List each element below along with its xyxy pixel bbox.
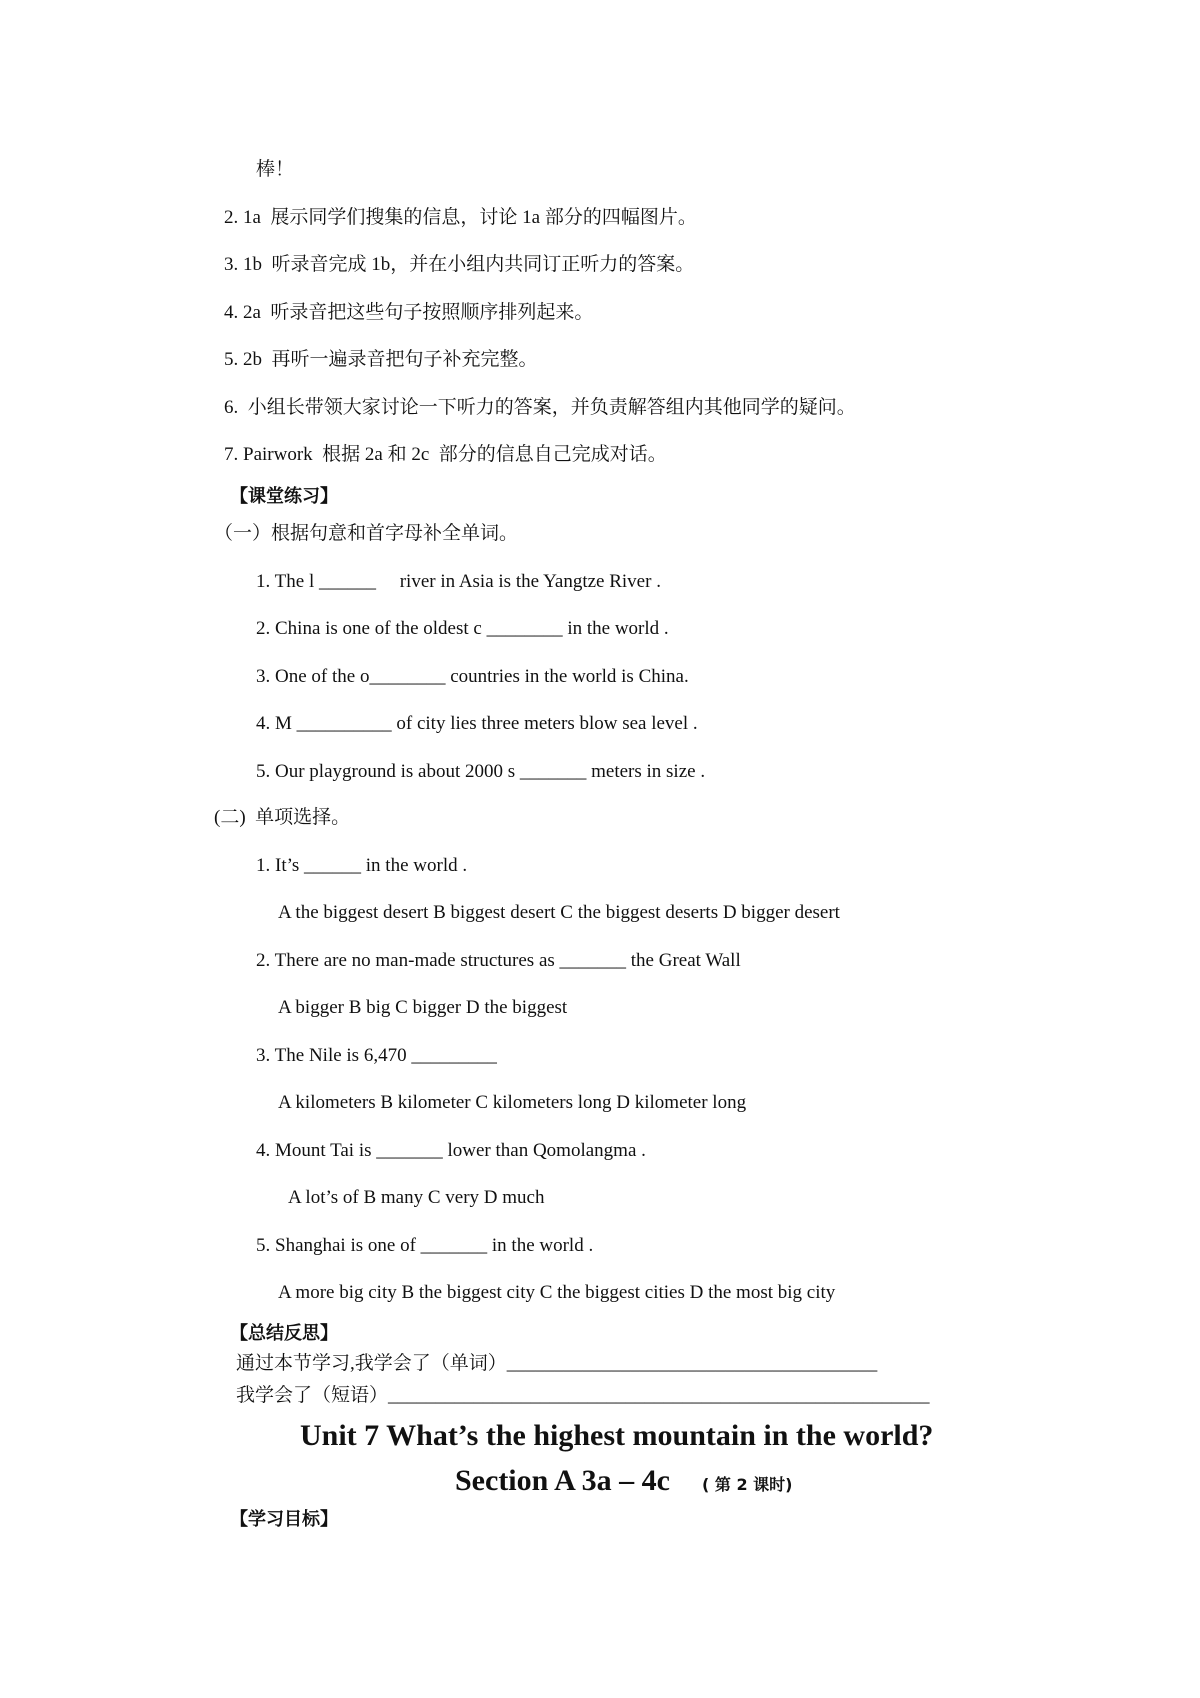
section-name: Section A 3a – 4c — [455, 1464, 670, 1497]
part1-question-2: 2. China is one of the oldest c ________ in the world . — [256, 618, 669, 639]
step-5: 5. 2b 再听一遍录音把句子补充完整。 — [224, 349, 538, 370]
summary-words-line: 通过本节学习,我学会了（单词）_______________________________________ — [236, 1353, 878, 1374]
part1-question-3: 3. One of the o________ countries in the world is China. — [256, 666, 689, 687]
part2-options-3: A kilometers B kilometer C kilometers long D kilometer long — [278, 1092, 747, 1113]
part2-question-5: 5. Shanghai is one of _______ in the world . — [256, 1235, 594, 1256]
step-2: 2. 1a 展示同学们搜集的信息，讨论 1a 部分的四幅图片。 — [224, 207, 697, 228]
part2-question-2: 2. There are no man-made structures as _______ the Great Wall — [256, 950, 741, 971]
summary-heading: 【总结反思】 — [230, 1323, 338, 1344]
part2-question-3: 3. The Nile is 6,470 _________ — [256, 1045, 497, 1066]
part1-heading: （一）根据句意和首字母补全单词。 — [214, 523, 519, 544]
part1-question-1: 1. The l ______ river in Asia is the Yangtze River . — [256, 571, 661, 592]
part1-question-4: 4. M __________ of city lies three meters blow sea level . — [256, 713, 698, 734]
summary-phrases-line: 我学会了（短语）_________________________________________________________ — [236, 1385, 930, 1406]
part2-question-4: 4. Mount Tai is _______ lower than Qomolangma . — [256, 1140, 646, 1161]
part2-question-1: 1. It’s ______ in the world . — [256, 855, 468, 876]
step-continuation: 棒！ — [256, 159, 295, 180]
step-4: 4. 2a 听录音把这些句子按照顺序排列起来。 — [224, 302, 594, 323]
objectives-heading: 【学习目标】 — [230, 1509, 338, 1530]
unit-title: Unit 7 What’s the highest mountain in the world? — [300, 1419, 934, 1452]
step-7: 7. Pairwork 根据 2a 和 2c 部分的信息自己完成对话。 — [224, 444, 667, 465]
part2-options-5: A more big city B the biggest city C the biggest cities D the most big city — [278, 1282, 836, 1303]
part2-options-4: A lot’s of B many C very D much — [288, 1187, 545, 1208]
part2-options-1: A the biggest desert B biggest desert C the biggest deserts D bigger desert — [278, 902, 840, 923]
period-label: ( 第 2 课时) — [702, 1475, 793, 1494]
step-3: 3. 1b 听录音完成 1b，并在小组内共同订正听力的答案。 — [224, 254, 695, 275]
part1-question-5: 5. Our playground is about 2000 s _______ meters in size . — [256, 761, 706, 782]
practice-heading: 【课堂练习】 — [230, 486, 338, 507]
part2-options-2: A bigger B big C bigger D the biggest — [278, 997, 568, 1018]
section-title — [455, 1463, 792, 1503]
part2-heading: (二) 单项选择。 — [214, 807, 351, 828]
step-6: 6. 小组长带领大家讨论一下听力的答案，并负责解答组内其他同学的疑问。 — [224, 397, 856, 418]
